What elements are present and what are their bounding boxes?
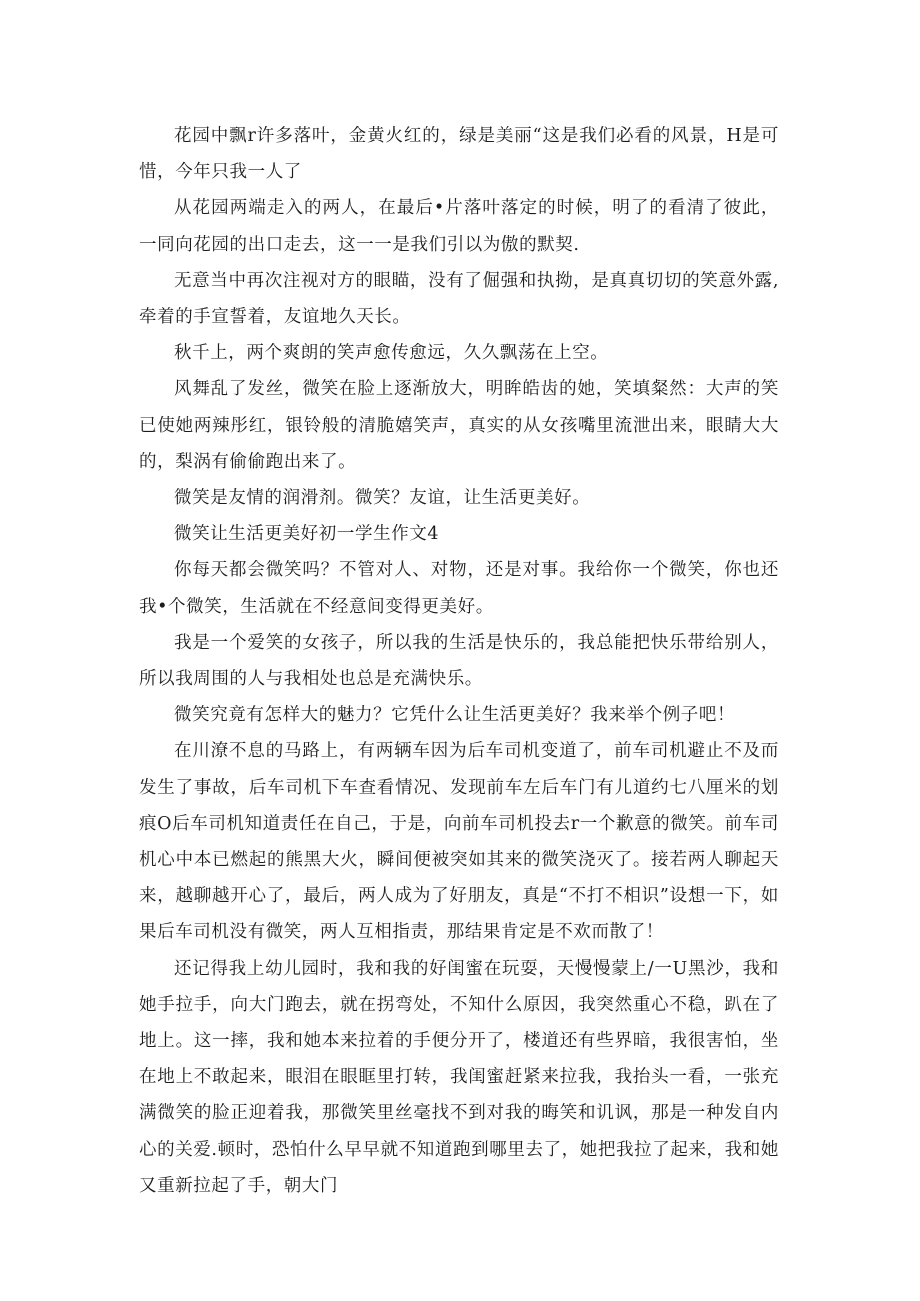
paragraph: 你每天都会微笑吗？不管对人、对物，还是对事。我给你一个微笑，你也还我•个微笑，生活就在不经意间变得更美好。 <box>139 560 779 617</box>
paragraph: 微笑究竟有怎样大的魅力？它凭什么让生活更美好？我来举个例子吧！ <box>174 705 736 726</box>
paragraph: 从花园两端走入的两人，在最后•片落叶落定的时候，明了的看清了彼此，一同向花园的出口走去，这一一是我们引以为傲的默契. <box>139 198 779 255</box>
paragraph: 花园中飘r许多落叶，金黄火红的，绿是美丽“这是我们必看的风景，H是可惜，今年只我一人了 <box>139 126 779 183</box>
essay-heading: 微笑让生活更美好初一学生作文4 <box>174 524 440 545</box>
paragraph: 还记得我上幼儿园时，我和我的好闺蜜在玩耍，天慢慢蒙上/一U黑沙，我和她手拉手，向大门跑去，就在拐弯处，不知什么原因，我突然重心不稳，趴在了地上。这一摔，我和她本来拉着的手便分开了，楼道还有些界暗，我很害怕，坐在地上不敢起来，眼泪在眼眶里打转，我闺蜜赶紧来拉我，我抬头一看，一张充满微笑的脸正迎着我，那微笑里丝毫找不到对我的晦笑和讥讽，那是一种发自内心的关爱.顿时，恐怕什么早早就不知道跑到哪里去了，她把我拉了起来，我和她又重新拉起了手，朝大门 <box>139 958 779 1196</box>
paragraph: 在川潦不息的马路上，有两辆车因为后车司机变道了，前车司机避止不及而发生了事故，后车司机下车查看情况、发现前车左后车门有儿道约七八厘米的划痕O后车司机知道责任在自己，于是，向前车司机投去r一个歉意的微笑。前车司机心中本已燃起的熊黑大火，瞬间便被突如其来的微笑浇灭了。接若两人聊起天来，越聊越开心了，最后，两人成为了好朋友，真是“不打不相识”设想一下，如果后车司机没有微笑，两人互相指责，那结果肯定是不欢而散了！ <box>139 741 779 943</box>
paragraph: 风舞乱了发丝，微笑在脸上逐渐放大，明眸皓齿的她，笑填粲然：大声的笑已使她两辣彤红，银铃般的清脆嬉笑声，真实的从女孩嘴里流泄出来，眼睛大大的，梨涡有偷偷跑出来了。 <box>139 379 779 472</box>
paragraph: 我是一个爱笑的女孩子，所以我的生活是快乐的，我总能把快乐带给别人，所以我周围的人与我相处也总是充满快乐。 <box>139 632 779 690</box>
essay-body <box>139 118 779 1204</box>
paragraph: 秋千上，两个爽朗的笑声愈传愈远，久久飘荡在上空。 <box>174 343 609 364</box>
paragraph: 微笑是友情的润滑剂。微笑？友谊，让生活更美好。 <box>174 488 591 509</box>
paragraph: 无意当中再次注视对方的眼瞄，没有了倔强和执拗，是真真切切的笑意外露,牵着的手宣誓着，友谊地久天长。 <box>139 270 779 328</box>
